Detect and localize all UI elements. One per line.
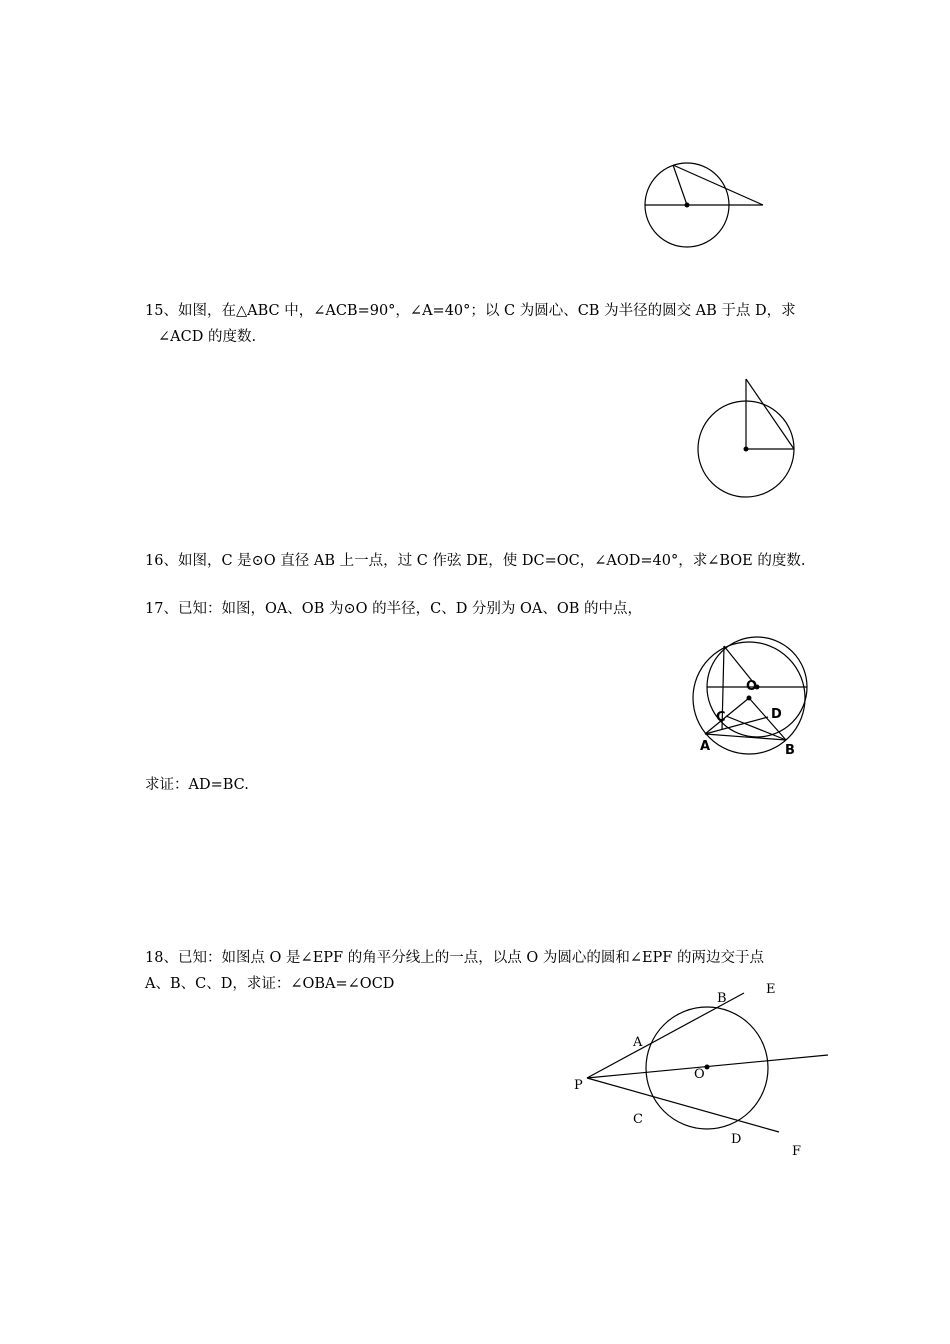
question-17-intro: 17、已知：如图，OA、OB 为⊙O 的半径，C、D 分别为 OA、OB 的中点， xyxy=(145,601,643,617)
question-15-line1: 15、如图，在△ABC 中，∠ACB=90°，∠A=40°；以 C 为圆心、CB 为半径的圆交 AB 于点 D，求 xyxy=(145,303,796,319)
label-d: D xyxy=(731,1132,742,1147)
label-a: A xyxy=(633,1035,643,1050)
label-o: O xyxy=(694,1067,705,1082)
label-p: P xyxy=(574,1078,583,1093)
question-16-text: 16、如图，C 是⊙O 直径 AB 上一点，过 C 作弦 DE，使 DC=OC，∠AOD=40°，求∠BOE 的度数. xyxy=(145,553,806,569)
label-d: D xyxy=(771,707,782,722)
label-b: B xyxy=(785,743,795,758)
question-18-line2: A、B、C、D，求证：∠OBA=∠OCD xyxy=(145,976,395,992)
label-f: F xyxy=(792,1144,802,1159)
label-c: C xyxy=(633,1112,643,1127)
question-18-line1: 18、已知：如图点 O 是∠EPF 的角平分线上的一点，以点 O 为圆心的圆和∠EPF 的两边交于点 xyxy=(145,950,764,966)
label-o: O xyxy=(746,679,758,694)
label-b: B xyxy=(717,991,727,1006)
label-c: C xyxy=(716,710,726,725)
question-17-prove: 求证：AD=BC. xyxy=(145,777,249,793)
center-point-o xyxy=(705,1065,710,1070)
question-15-line2: ∠ACD 的度数. xyxy=(158,329,257,345)
label-a: A xyxy=(700,739,711,754)
label-e: E xyxy=(766,982,776,997)
